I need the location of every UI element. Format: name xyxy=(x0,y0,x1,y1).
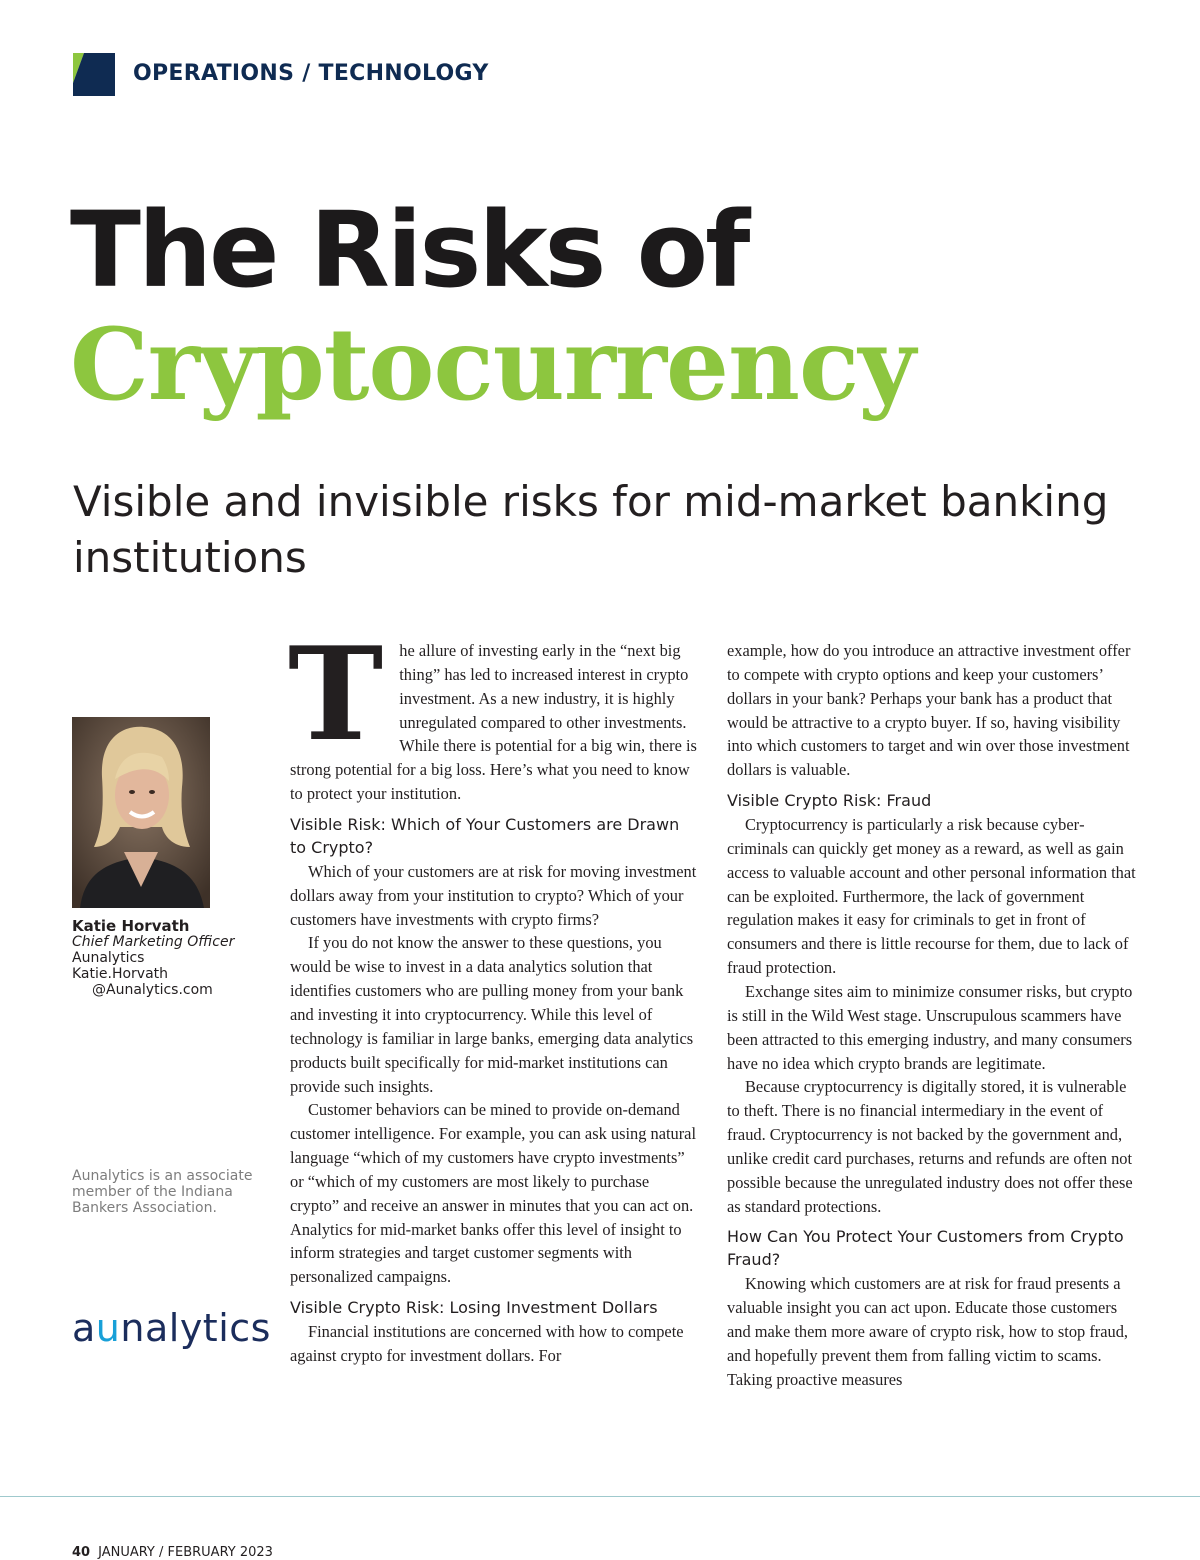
section-label: OPERATIONS / TECHNOLOGY xyxy=(133,61,489,86)
section-header xyxy=(73,53,673,96)
subheading-4: How Can You Protect Your Customers from Crypto Fraud? xyxy=(727,1227,1124,1270)
page-number: 40 xyxy=(72,1545,91,1560)
paragraph-5: example, how do you introduce an attractive investment offer to compete with crypto options and keep your customers’ dollars in your bank? Perhaps your bank has a product that would be attractive to a crypto buyer. If so, having visibility into which customers to target and win over those investment dollars is valuable. xyxy=(727,641,1131,780)
subheading-1: Visible Risk: Which of Your Customers are Drawn to Crypto? xyxy=(290,814,680,857)
author-name: Katie Horvath xyxy=(72,917,190,935)
author-photo xyxy=(72,717,210,908)
drop-cap: T xyxy=(288,620,384,770)
company-logo-part-3: nalytics xyxy=(120,1306,271,1350)
subtitle: Visible and invisible risks for mid-market banking institutions xyxy=(73,477,1109,582)
company-logo-part-1: a xyxy=(72,1306,96,1350)
paragraph-8: Because cryptocurrency is digitally stored, it is vulnerable to theft. There is no financial intermediary in the event of fraud. Cryptocurrency is not backed by the government and, unlike credit card purchases, returns and refunds are often not possible because the unregulated industry does not offer these as standard protections. xyxy=(727,1077,1133,1216)
member-note: Aunalytics is an associate member of the Indiana Bankers Association. xyxy=(72,1168,253,1216)
article-column-2 xyxy=(727,638,1137,1392)
title-line-2: Cryptocurrency xyxy=(70,307,915,423)
paragraph-4: Financial institutions are concerned with how to compete against crypto for investment dollars. For xyxy=(290,1322,684,1365)
paragraph-7: Exchange sites aim to minimize consumer risks, but crypto is still in the Wild West stage. Unscrupulous scammers have been attracted to this emerging industry, and many consumers have no idea which crypto brands are legitimate. xyxy=(727,981,1133,1073)
author-email-line-2: @Aunalytics.com xyxy=(92,982,213,998)
author-role: Chief Marketing Officer xyxy=(72,934,235,950)
company-logo xyxy=(72,1306,271,1350)
company-logo-part-2: u xyxy=(95,1306,121,1350)
title-line-1: The Risks of xyxy=(70,189,748,311)
intro-text: he allure of investing early in the “next big thing” has led to increased interest in crypto investment. As a new industry, it is highly unregulated compared to other investments. While there is potential for a big win, there is strong potential for a big loss. Here’s what you need to know to protect your institution. xyxy=(290,641,697,804)
author-email-line-1: Katie.Horvath xyxy=(72,966,169,982)
subheading-3: Visible Crypto Risk: Fraud xyxy=(727,791,932,811)
intro-paragraph xyxy=(288,620,700,806)
footer-divider xyxy=(0,1496,1200,1497)
issue-date: JANUARY / FEBRUARY 2023 xyxy=(98,1545,273,1560)
paragraph-2: If you do not know the answer to these questions, you would be wise to invest in a data analytics solution that identifies customers who are pulling money from your bank and investing it into cryptocurrency. While this level of technology is familiar in large banks, emerging data analytics products built specifically for mid-market institutions can provide such insights. xyxy=(290,933,694,1096)
author-info xyxy=(72,918,262,998)
section-logo-icon xyxy=(73,53,115,96)
article-column-1 xyxy=(288,620,700,1368)
paragraph-6: Cryptocurrency is particularly a risk because cybercriminals can quickly get money as a reward, as well as gain access to valuable account and other personal information that can be exploited. Furthermore, the lack of government regulation makes it easy for criminals to get in front of consumers and there is little recourse for them, due to lack of fraud protection. xyxy=(727,815,1136,978)
subheading-2: Visible Crypto Risk: Losing Investment Dollars xyxy=(290,1298,658,1318)
paragraph-1: Which of your customers are at risk for moving investment dollars away from your institution to crypto? Which of your customers have investments with crypto firms? xyxy=(290,861,697,929)
paragraph-9: Knowing which customers are at risk for fraud presents a valuable insight you can act upon. Educate those customers and make them more aware of crypto risk, how to stop fraud, and hopefully prevent them from falling victim to scams. Taking proactive measures xyxy=(727,1274,1128,1389)
author-company: Aunalytics xyxy=(72,950,145,966)
paragraph-3: Customer behaviors can be mined to provide on-demand customer intelligence. For example, you can ask using natural language “which of my customers have crypto investments” or “which of my customers are most likely to purchase crypto” and receive an answer in minutes that you can act on. Analytics for mid-market banks offer this level of insight to inform strategies and target customer segments with personalized campaigns. xyxy=(290,1100,697,1287)
